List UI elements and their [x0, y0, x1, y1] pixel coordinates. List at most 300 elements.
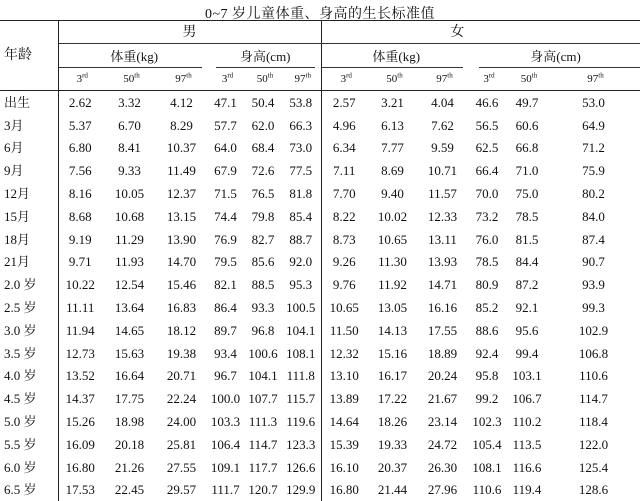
male-weight-cell: 12.73	[58, 342, 106, 365]
female-height-cell: 95.8	[471, 365, 507, 388]
male-weight-cell: 11.93	[106, 251, 157, 274]
male-height-cell: 71.5	[210, 182, 245, 205]
female-weight-cell: 10.02	[371, 205, 418, 228]
male-weight-cell: 16.83	[157, 296, 210, 319]
female-weight-cell: 7.62	[418, 114, 471, 137]
male-weight-cell: 8.68	[58, 205, 106, 228]
male-weight-cell: 16.64	[106, 365, 157, 388]
percentile-number: 97	[175, 73, 186, 85]
table-row	[0, 114, 640, 137]
age-cell: 18月	[0, 228, 58, 251]
male-weight-cell: 12.54	[106, 273, 157, 296]
female-weight-cell: 23.14	[418, 410, 471, 433]
male-weight-cell: 9.71	[58, 251, 106, 274]
percentile-ordinal: th	[447, 71, 452, 79]
female-weight-cell: 7.11	[321, 159, 371, 182]
female-weight-cell: 16.17	[371, 365, 418, 388]
male-weight-cell: 6.70	[106, 114, 157, 137]
male-height-cell: 82.7	[245, 228, 285, 251]
male-weight-cell: 16.09	[58, 433, 106, 456]
male-weight-cell: 13.64	[106, 296, 157, 319]
table-row	[0, 251, 640, 274]
male-weight-cell: 10.05	[106, 182, 157, 205]
percentile-ordinal: th	[268, 71, 273, 79]
female-weight-cell: 6.34	[321, 137, 371, 160]
female-weight-cell: 20.37	[371, 456, 418, 479]
percentile-ordinal: rd	[82, 71, 88, 79]
male-height-cell: 85.6	[245, 251, 285, 274]
female-weight-p50-header	[371, 68, 418, 91]
header-row-measure	[0, 44, 640, 69]
female-height-cell: 84.4	[507, 251, 551, 274]
age-cell: 15月	[0, 205, 58, 228]
female-height-cell: 125.4	[551, 456, 640, 479]
male-height-cell: 129.9	[285, 479, 321, 501]
male-weight-cell: 11.49	[157, 159, 210, 182]
female-height-cell: 84.0	[551, 205, 640, 228]
male-weight-cell: 14.37	[58, 387, 106, 410]
female-weight-cell: 13.11	[418, 228, 471, 251]
male-group-header: 男	[58, 21, 321, 44]
male-weight-cell: 20.71	[157, 365, 210, 388]
female-weight-cell: 6.13	[371, 114, 418, 137]
age-cell: 4.5 岁	[0, 387, 58, 410]
male-weight-cell: 18.12	[157, 319, 210, 342]
female-weight-cell: 7.70	[321, 182, 371, 205]
female-height-cell: 64.9	[551, 114, 640, 137]
female-weight-cell: 4.96	[321, 114, 371, 137]
male-height-cell: 115.7	[285, 387, 321, 410]
female-weight-cell: 11.50	[321, 319, 371, 342]
table-row	[0, 433, 640, 456]
male-weight-cell: 22.45	[106, 479, 157, 501]
percentile-number: 3	[483, 73, 489, 85]
male-height-cell: 119.6	[285, 410, 321, 433]
male-weight-cell: 19.38	[157, 342, 210, 365]
male-weight-cell: 2.62	[58, 91, 106, 114]
male-height-cell: 76.9	[210, 228, 245, 251]
male-weight-cell: 8.41	[106, 137, 157, 160]
male-weight-p50-header	[106, 68, 157, 91]
male-weight-cell: 9.19	[58, 228, 106, 251]
header-row-percentile	[0, 68, 640, 91]
male-weight-cell: 14.65	[106, 319, 157, 342]
female-weight-cell: 9.59	[418, 137, 471, 160]
age-column-header: 年龄	[0, 21, 58, 91]
table-row	[0, 273, 640, 296]
male-height-cell: 96.8	[245, 319, 285, 342]
female-weight-cell: 19.33	[371, 433, 418, 456]
percentile-number: 3	[341, 73, 347, 85]
growth-standards-table	[0, 20, 640, 501]
male-weight-cell: 6.80	[58, 137, 106, 160]
female-weight-cell: 16.16	[418, 296, 471, 319]
female-weight-cell: 14.13	[371, 319, 418, 342]
female-height-cell: 122.0	[551, 433, 640, 456]
female-height-cell: 105.4	[471, 433, 507, 456]
female-height-cell: 73.2	[471, 205, 507, 228]
male-height-cell: 114.7	[245, 433, 285, 456]
male-weight-cell: 5.37	[58, 114, 106, 137]
male-weight-cell: 15.46	[157, 273, 210, 296]
table-row	[0, 159, 640, 182]
table-row	[0, 182, 640, 205]
male-height-cell: 76.5	[245, 182, 285, 205]
male-weight-p3-header	[58, 68, 106, 91]
percentile-number: 97	[295, 73, 306, 85]
female-height-cell: 108.1	[471, 456, 507, 479]
male-height-cell: 104.1	[245, 365, 285, 388]
percentile-ordinal: th	[397, 71, 402, 79]
male-weight-cell: 11.94	[58, 319, 106, 342]
male-weight-cell: 22.24	[157, 387, 210, 410]
female-height-cell: 110.6	[551, 365, 640, 388]
age-cell: 2.5 岁	[0, 296, 58, 319]
female-height-cell: 71.2	[551, 137, 640, 160]
female-weight-cell: 11.57	[418, 182, 471, 205]
female-weight-cell: 27.96	[418, 479, 471, 501]
table-row	[0, 456, 640, 479]
percentile-number: 97	[587, 73, 598, 85]
age-cell: 4.0 岁	[0, 365, 58, 388]
male-weight-cell: 12.37	[157, 182, 210, 205]
female-height-p97-header	[551, 68, 640, 91]
female-height-cell: 78.5	[507, 205, 551, 228]
female-weight-cell: 9.26	[321, 251, 371, 274]
male-height-cell: 50.4	[245, 91, 285, 114]
female-height-cell: 80.2	[551, 182, 640, 205]
male-height-cell: 111.7	[210, 479, 245, 501]
female-height-cell: 106.8	[551, 342, 640, 365]
female-weight-cell: 14.64	[321, 410, 371, 433]
table-row	[0, 342, 640, 365]
female-weight-cell: 21.67	[418, 387, 471, 410]
female-height-cell: 118.4	[551, 410, 640, 433]
female-height-cell: 66.4	[471, 159, 507, 182]
male-weight-cell: 17.53	[58, 479, 106, 501]
male-height-cell: 96.7	[210, 365, 245, 388]
age-cell: 6.5 岁	[0, 479, 58, 501]
female-weight-cell: 3.21	[371, 91, 418, 114]
percentile-ordinal: th	[186, 71, 191, 79]
age-cell: 9月	[0, 159, 58, 182]
female-weight-cell: 11.30	[371, 251, 418, 274]
female-weight-cell: 8.69	[371, 159, 418, 182]
female-weight-cell: 8.22	[321, 205, 371, 228]
female-height-cell: 53.0	[551, 91, 640, 114]
female-weight-p97-header	[418, 68, 471, 91]
male-height-cell: 82.1	[210, 273, 245, 296]
female-weight-p3-header	[321, 68, 371, 91]
female-height-cell: 75.0	[507, 182, 551, 205]
percentile-ordinal: rd	[346, 71, 352, 79]
male-weight-cell: 7.56	[58, 159, 106, 182]
male-height-cell: 73.0	[285, 137, 321, 160]
female-height-p50-header	[507, 68, 551, 91]
female-weight-cell: 4.04	[418, 91, 471, 114]
male-height-cell: 107.7	[245, 387, 285, 410]
male-height-cell: 77.5	[285, 159, 321, 182]
table-row	[0, 296, 640, 319]
female-height-cell: 93.9	[551, 273, 640, 296]
male-weight-cell: 21.26	[106, 456, 157, 479]
male-weight-cell: 10.22	[58, 273, 106, 296]
male-weight-cell: 25.81	[157, 433, 210, 456]
female-weight-cell: 18.89	[418, 342, 471, 365]
female-height-cell: 92.1	[507, 296, 551, 319]
percentile-number: 50	[257, 73, 268, 85]
female-height-cell: 60.6	[507, 114, 551, 137]
male-weight-cell: 16.80	[58, 456, 106, 479]
female-weight-cell: 26.30	[418, 456, 471, 479]
female-height-cell: 113.5	[507, 433, 551, 456]
female-weight-cell: 14.71	[418, 273, 471, 296]
age-cell: 5.0 岁	[0, 410, 58, 433]
male-height-cell: 108.1	[285, 342, 321, 365]
male-weight-cell: 13.15	[157, 205, 210, 228]
age-cell: 21月	[0, 251, 58, 274]
female-height-cell: 49.7	[507, 91, 551, 114]
percentile-number: 50	[123, 73, 134, 85]
female-height-cell: 102.9	[551, 319, 640, 342]
male-height-cell: 67.9	[210, 159, 245, 182]
female-height-cell: 87.2	[507, 273, 551, 296]
female-group-header: 女	[321, 21, 593, 44]
male-height-p50-header	[245, 68, 285, 91]
female-height-p3-header	[471, 68, 507, 91]
male-weight-cell: 13.90	[157, 228, 210, 251]
female-height-cell: 90.7	[551, 251, 640, 274]
female-weight-cell: 21.44	[371, 479, 418, 501]
male-height-cell: 100.6	[245, 342, 285, 365]
female-weight-cell: 16.80	[321, 479, 371, 501]
female-height-cell: 75.9	[551, 159, 640, 182]
male-weight-cell: 8.16	[58, 182, 106, 205]
percentile-ordinal: rd	[227, 71, 233, 79]
male-weight-cell: 15.63	[106, 342, 157, 365]
male-height-cell: 120.7	[245, 479, 285, 501]
male-height-p3-header	[210, 68, 245, 91]
male-weight-header: 体重(kg)	[58, 44, 210, 69]
female-weight-cell: 9.40	[371, 182, 418, 205]
male-height-cell: 123.3	[285, 433, 321, 456]
female-weight-cell: 24.72	[418, 433, 471, 456]
female-height-cell: 99.3	[551, 296, 640, 319]
male-height-cell: 53.8	[285, 91, 321, 114]
female-weight-cell: 9.76	[321, 273, 371, 296]
male-height-cell: 93.3	[245, 296, 285, 319]
male-height-cell: 66.3	[285, 114, 321, 137]
female-weight-cell: 12.33	[418, 205, 471, 228]
male-weight-cell: 24.00	[157, 410, 210, 433]
male-weight-cell: 10.37	[157, 137, 210, 160]
female-weight-cell: 11.92	[371, 273, 418, 296]
male-height-cell: 93.4	[210, 342, 245, 365]
female-height-cell: 87.4	[551, 228, 640, 251]
female-weight-cell: 8.73	[321, 228, 371, 251]
male-weight-cell: 17.75	[106, 387, 157, 410]
female-height-cell: 71.0	[507, 159, 551, 182]
male-weight-cell: 10.68	[106, 205, 157, 228]
female-height-cell: 78.5	[471, 251, 507, 274]
age-cell: 3.5 岁	[0, 342, 58, 365]
table-row	[0, 205, 640, 228]
male-height-cell: 111.8	[285, 365, 321, 388]
male-weight-cell: 20.18	[106, 433, 157, 456]
female-weight-cell: 13.10	[321, 365, 371, 388]
female-height-cell: 81.5	[507, 228, 551, 251]
male-height-cell: 106.4	[210, 433, 245, 456]
male-weight-p97-header	[157, 68, 210, 91]
male-height-cell: 95.3	[285, 273, 321, 296]
male-height-cell: 100.5	[285, 296, 321, 319]
female-height-cell: 85.2	[471, 296, 507, 319]
table-row	[0, 410, 640, 433]
male-height-cell: 100.0	[210, 387, 245, 410]
male-height-cell: 47.1	[210, 91, 245, 114]
male-height-cell: 68.4	[245, 137, 285, 160]
male-weight-cell: 11.29	[106, 228, 157, 251]
percentile-ordinal: th	[598, 71, 603, 79]
male-weight-cell: 15.26	[58, 410, 106, 433]
male-height-cell: 62.0	[245, 114, 285, 137]
female-height-cell: 99.4	[507, 342, 551, 365]
female-height-cell: 110.2	[507, 410, 551, 433]
percentile-ordinal: th	[532, 71, 537, 79]
female-height-cell: 103.1	[507, 365, 551, 388]
percentile-number: 50	[386, 73, 397, 85]
male-weight-cell: 13.52	[58, 365, 106, 388]
male-height-cell: 79.8	[245, 205, 285, 228]
header-filler	[593, 21, 640, 44]
percentile-number: 3	[222, 73, 228, 85]
male-height-cell: 103.3	[210, 410, 245, 433]
male-height-cell: 109.1	[210, 456, 245, 479]
age-cell: 3月	[0, 114, 58, 137]
male-weight-cell: 9.33	[106, 159, 157, 182]
female-height-cell: 76.0	[471, 228, 507, 251]
table-row	[0, 91, 640, 114]
table-row	[0, 479, 640, 501]
age-cell: 2.0 岁	[0, 273, 58, 296]
female-weight-cell: 18.26	[371, 410, 418, 433]
female-weight-cell: 13.89	[321, 387, 371, 410]
male-height-cell: 86.4	[210, 296, 245, 319]
age-cell: 6月	[0, 137, 58, 160]
female-height-cell: 102.3	[471, 410, 507, 433]
female-height-cell: 80.9	[471, 273, 507, 296]
female-height-cell: 92.4	[471, 342, 507, 365]
male-weight-cell: 3.32	[106, 91, 157, 114]
male-weight-cell: 18.98	[106, 410, 157, 433]
female-height-cell: 119.4	[507, 479, 551, 501]
female-weight-cell: 20.24	[418, 365, 471, 388]
age-cell: 5.5 岁	[0, 433, 58, 456]
age-cell: 出生	[0, 91, 58, 114]
male-height-cell: 89.7	[210, 319, 245, 342]
female-height-cell: 110.6	[471, 479, 507, 501]
female-height-cell: 46.6	[471, 91, 507, 114]
male-height-header: 身高(cm)	[210, 44, 321, 69]
female-height-cell: 88.6	[471, 319, 507, 342]
female-weight-cell: 15.16	[371, 342, 418, 365]
female-height-cell: 128.6	[551, 479, 640, 501]
percentile-number: 97	[436, 73, 447, 85]
table-row	[0, 137, 640, 160]
male-weight-cell: 14.70	[157, 251, 210, 274]
male-height-cell: 117.7	[245, 456, 285, 479]
female-weight-cell: 7.77	[371, 137, 418, 160]
female-weight-cell: 16.10	[321, 456, 371, 479]
female-height-cell: 62.5	[471, 137, 507, 160]
female-height-cell: 106.7	[507, 387, 551, 410]
female-weight-cell: 13.93	[418, 251, 471, 274]
table-body	[0, 21, 640, 501]
table-row	[0, 228, 640, 251]
male-height-cell: 74.4	[210, 205, 245, 228]
male-height-cell: 81.8	[285, 182, 321, 205]
male-height-cell: 126.6	[285, 456, 321, 479]
male-height-cell: 92.0	[285, 251, 321, 274]
male-height-cell: 57.7	[210, 114, 245, 137]
female-weight-cell: 15.39	[321, 433, 371, 456]
male-height-cell: 88.5	[245, 273, 285, 296]
female-height-cell: 56.5	[471, 114, 507, 137]
male-height-cell: 64.0	[210, 137, 245, 160]
female-weight-cell: 13.05	[371, 296, 418, 319]
age-cell: 6.0 岁	[0, 456, 58, 479]
male-weight-cell: 11.11	[58, 296, 106, 319]
male-height-cell: 88.7	[285, 228, 321, 251]
female-height-cell: 70.0	[471, 182, 507, 205]
percentile-number: 50	[521, 73, 532, 85]
female-height-header: 身高(cm)	[471, 44, 640, 69]
male-height-cell: 72.6	[245, 159, 285, 182]
page-title: 0~7 岁儿童体重、身高的生长标准值	[0, 3, 640, 23]
female-weight-cell: 17.22	[371, 387, 418, 410]
male-height-cell: 79.5	[210, 251, 245, 274]
female-weight-cell: 10.71	[418, 159, 471, 182]
female-height-cell: 114.7	[551, 387, 640, 410]
female-height-cell: 66.8	[507, 137, 551, 160]
age-cell: 12月	[0, 182, 58, 205]
male-height-cell: 111.3	[245, 410, 285, 433]
male-height-cell: 85.4	[285, 205, 321, 228]
male-height-p97-header	[285, 68, 321, 91]
percentile-ordinal: rd	[489, 71, 495, 79]
table-row	[0, 365, 640, 388]
male-weight-cell: 27.55	[157, 456, 210, 479]
female-weight-header: 体重(kg)	[321, 44, 471, 69]
female-weight-cell: 12.32	[321, 342, 371, 365]
female-weight-cell: 10.65	[371, 228, 418, 251]
percentile-ordinal: th	[134, 71, 139, 79]
age-cell: 3.0 岁	[0, 319, 58, 342]
male-weight-cell: 29.57	[157, 479, 210, 501]
female-height-cell: 99.2	[471, 387, 507, 410]
table-row	[0, 319, 640, 342]
percentile-ordinal: th	[306, 71, 311, 79]
male-weight-cell: 4.12	[157, 91, 210, 114]
table-row	[0, 387, 640, 410]
male-weight-cell: 8.29	[157, 114, 210, 137]
female-height-cell: 116.6	[507, 456, 551, 479]
female-weight-cell: 2.57	[321, 91, 371, 114]
female-weight-cell: 17.55	[418, 319, 471, 342]
percentile-number: 3	[77, 73, 83, 85]
header-row-sex	[0, 21, 640, 44]
female-weight-cell: 10.65	[321, 296, 371, 319]
